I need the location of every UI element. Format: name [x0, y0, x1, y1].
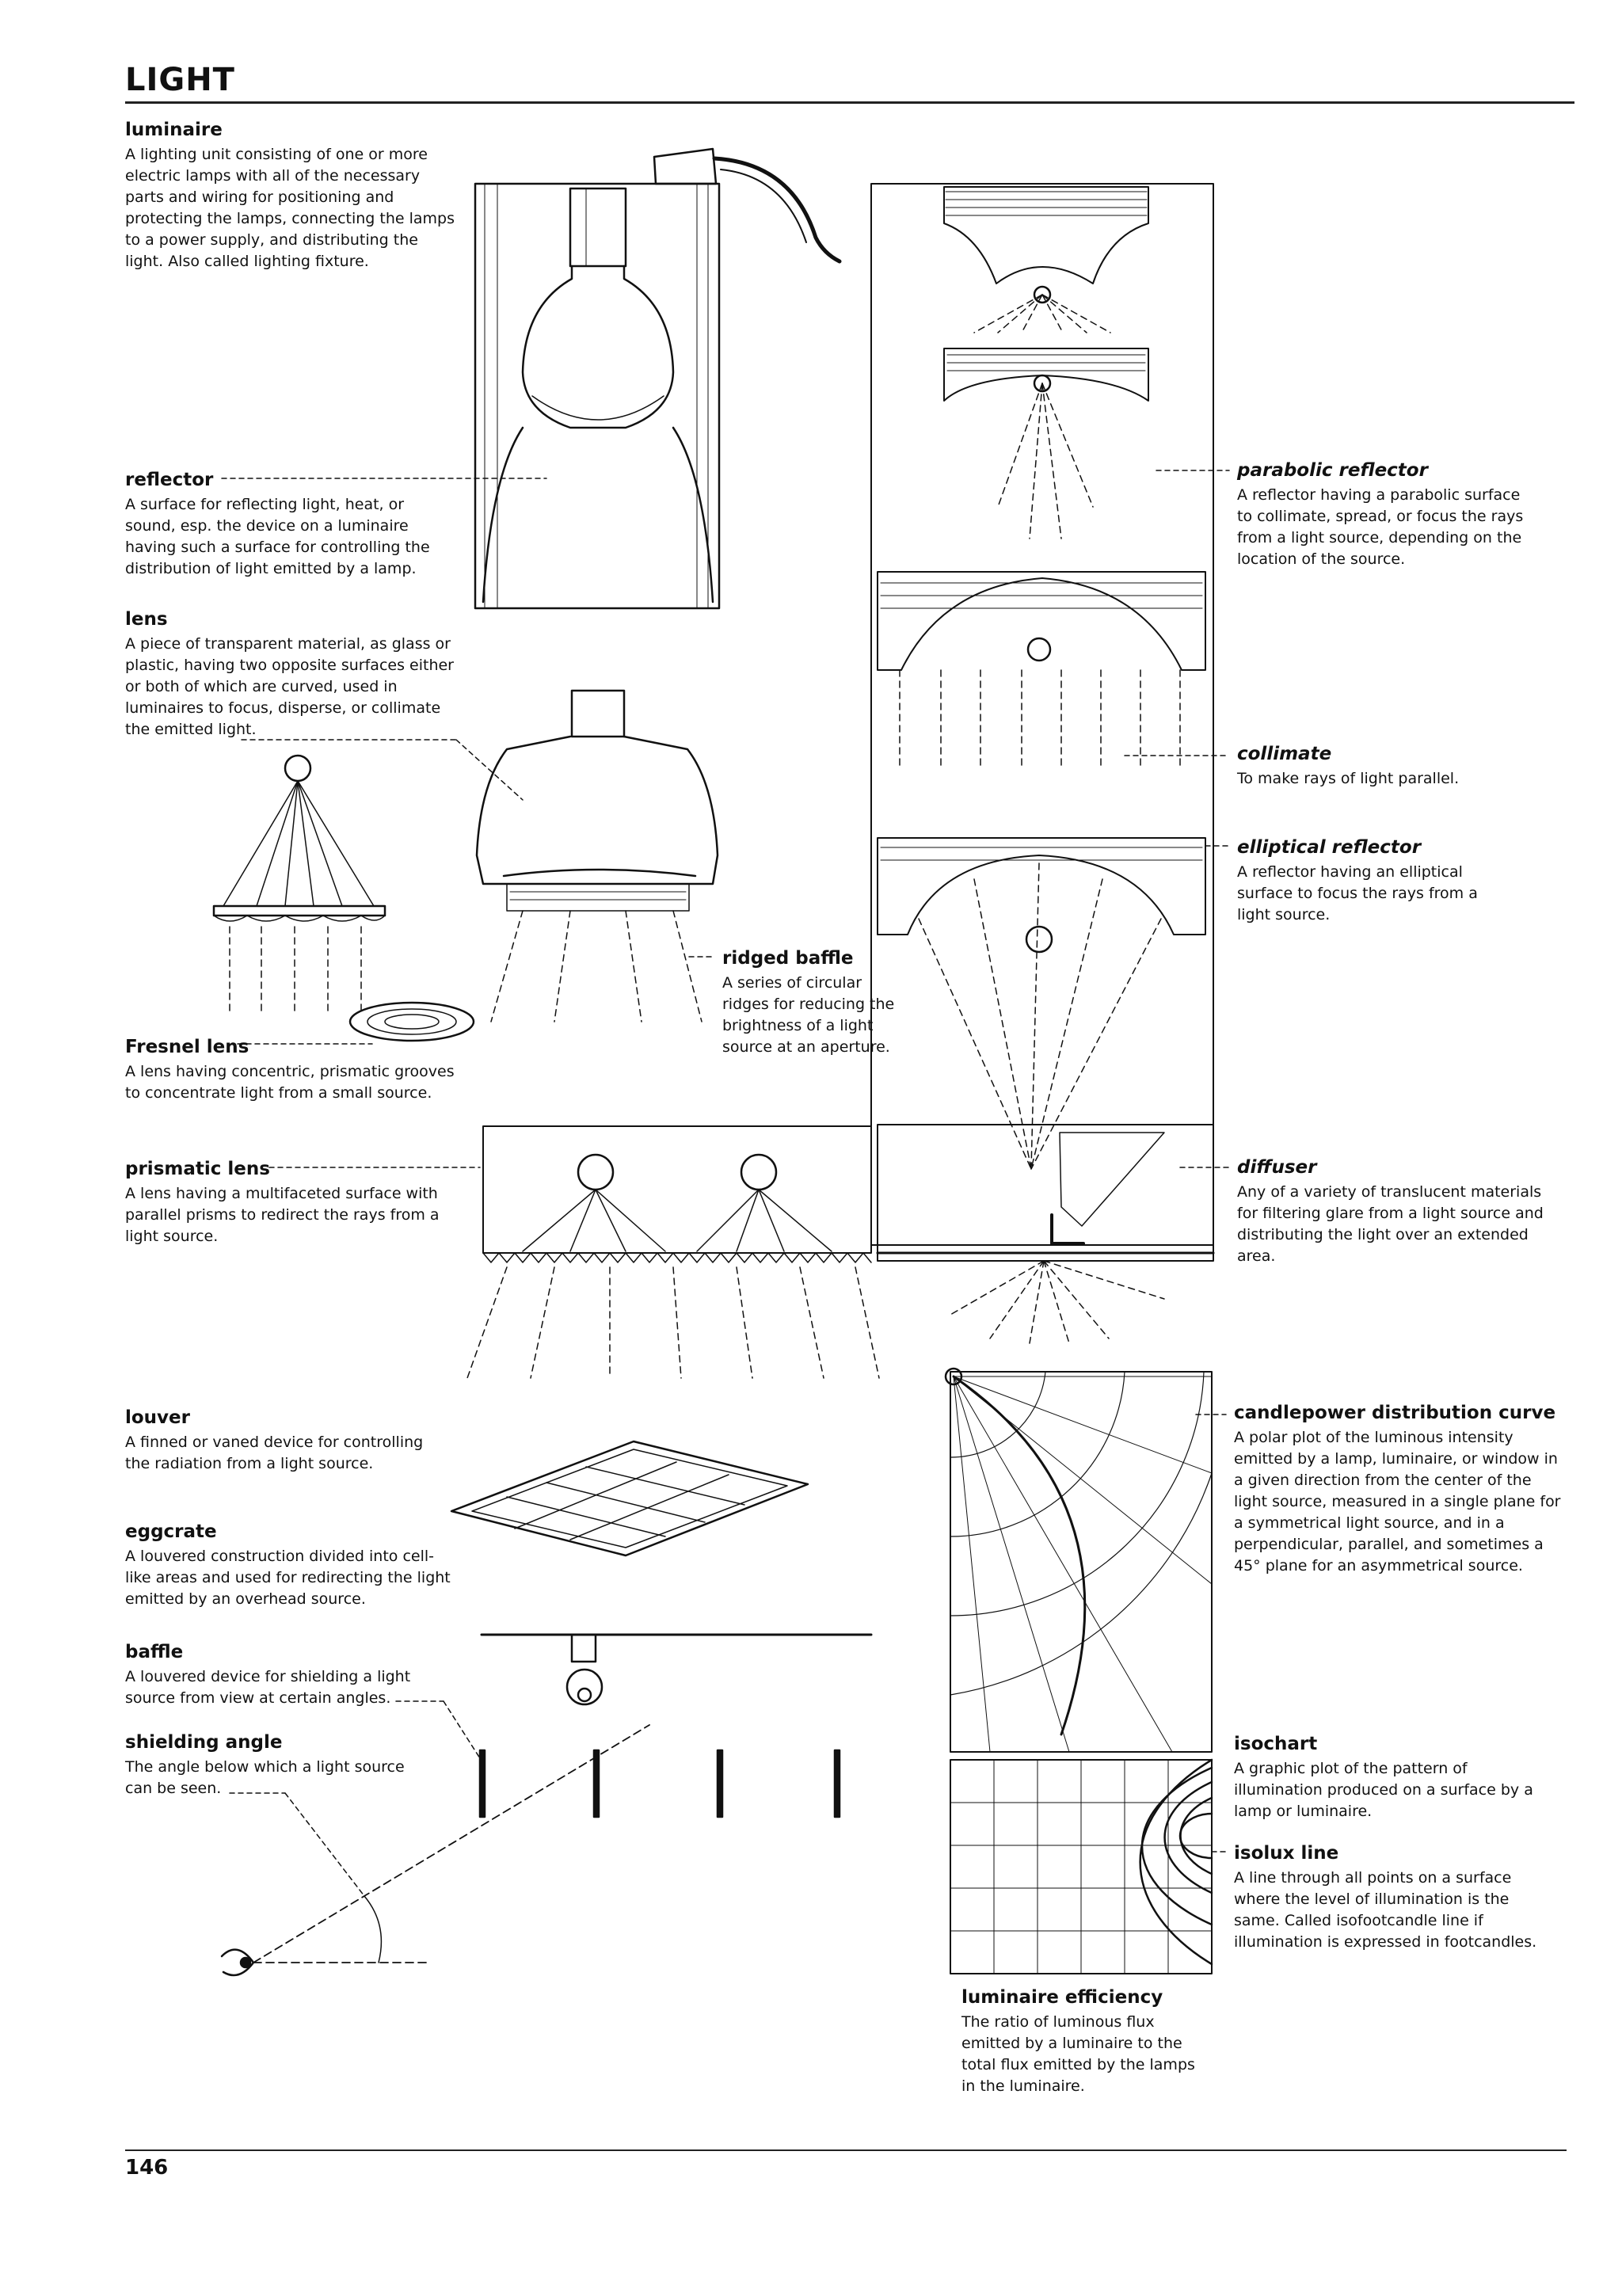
- def-isochart: A graphic plot of the pattern of illumination produced on a surface by a lamp or luminaire.: [1234, 1760, 1533, 1820]
- leader-lines: [222, 470, 1229, 1896]
- term-louver: louver: [125, 1407, 190, 1428]
- parabolic-reflector-illustration: [871, 184, 1213, 1245]
- fresnel-lens-illustration: [214, 756, 474, 1041]
- term-luminaire-efficiency: luminaire efficiency: [961, 1987, 1163, 2008]
- def-prismatic-lens: A lens having a multifaceted surface with parallel prisms to redirect the rays from a light source.: [125, 1185, 440, 1245]
- term-isochart: isochart: [1234, 1734, 1318, 1754]
- page-number: 146: [125, 2156, 169, 2180]
- def-parabolic-reflector: A reflector having a parabolic surface to collimate, spread, or focus the rays from a light source, depending on the location of the source.: [1237, 486, 1524, 568]
- term-reflector: reflector: [125, 470, 214, 490]
- term-prismatic-lens: prismatic lens: [125, 1159, 270, 1179]
- term-luminaire: luminaire: [125, 120, 223, 140]
- def-eggcrate: A louvered construction divided into cell-like areas and used for redirecting the light emitted by an overhead source.: [125, 1548, 451, 1608]
- def-luminaire-efficiency: The ratio of luminous flux emitted by a luminaire to the total flux emitted by the lamps in the luminaire.: [961, 2013, 1195, 2095]
- term-elliptical-reflector: elliptical reflector: [1237, 837, 1422, 858]
- term-shielding-angle: shielding angle: [125, 1732, 283, 1753]
- page-title: LIGHT: [125, 62, 235, 98]
- elliptical-reflector-illustration: [878, 838, 1205, 1169]
- eggcrate-illustration: [451, 1441, 808, 1555]
- term-parabolic-reflector: parabolic reflector: [1237, 460, 1428, 481]
- term-baffle: baffle: [125, 1642, 184, 1662]
- term-ridged-baffle: ridged baffle: [722, 948, 854, 969]
- baffle-shielding-illustration: [222, 1635, 871, 1975]
- diffuser-illustration: [878, 1125, 1213, 1343]
- term-eggcrate: eggcrate: [125, 1521, 217, 1542]
- def-lens: A piece of transparent material, as glass or plastic, having two opposite surfaces either or both of which are curved, used in luminaires to focus, disperse, or collimate the emitted light.: [125, 635, 454, 738]
- def-luminaire: A lighting unit consisting of one or more electric lamps with all of the necessary parts and wiring for positioning and protecting the lamps, connecting the lamps to a power supply, and distributing the light. Also called lighting fixture.: [125, 146, 455, 270]
- term-fresnel-lens: Fresnel lens: [125, 1037, 249, 1057]
- def-baffle: A louvered device for shielding a light source from view at certain angles.: [125, 1668, 411, 1707]
- candlepower-curve-illustration: [946, 1369, 1212, 1752]
- def-fresnel-lens: A lens having concentric, prismatic grooves to concentrate light from a small source.: [125, 1063, 455, 1102]
- term-diffuser: diffuser: [1237, 1157, 1317, 1178]
- term-collimate: collimate: [1237, 744, 1332, 764]
- def-shielding-angle: The angle below which a light source can be seen.: [125, 1758, 405, 1797]
- def-isolux-line: A line through all points on a surface where the level of illumination is the same. Called isofootcandle line if illumination is expressed in footcandles.: [1234, 1869, 1537, 1951]
- def-diffuser: Any of a variety of translucent materials for filtering glare from a light source and distributing the light over an extended area.: [1237, 1183, 1544, 1265]
- term-isolux-line: isolux line: [1234, 1843, 1339, 1864]
- luminaire-illustration: [475, 149, 840, 608]
- term-lens: lens: [125, 609, 168, 630]
- def-elliptical-reflector: A reflector having an elliptical surface to focus the rays from a light source.: [1237, 863, 1478, 923]
- def-candlepower-distribution-curve: A polar plot of the luminous intensity emitted by a lamp, luminaire, or window in a given direction from the center of the light source, measured in a single plane for a symmetrical light source, and in a perpendicular, parallel, and sometimes a 45° plane for an asymmetrical source.: [1234, 1429, 1561, 1574]
- lens-illustration: [477, 691, 718, 1022]
- term-candlepower-distribution-curve: candlepower distribution curve: [1234, 1403, 1556, 1423]
- prismatic-lens-illustration: [467, 1126, 879, 1378]
- isochart-illustration: [950, 1760, 1212, 1974]
- def-collimate: To make rays of light parallel.: [1237, 770, 1460, 787]
- def-ridged-baffle: A series of circular ridges for reducing the brightness of a light source at an aperture.: [722, 974, 895, 1056]
- def-louver: A finned or vaned device for controlling the radiation from a light source.: [125, 1434, 424, 1472]
- def-reflector: A surface for reflecting light, heat, or sound, esp. the device on a luminaire having such a surface for controlling the distribution of light emitted by a lamp.: [125, 496, 430, 577]
